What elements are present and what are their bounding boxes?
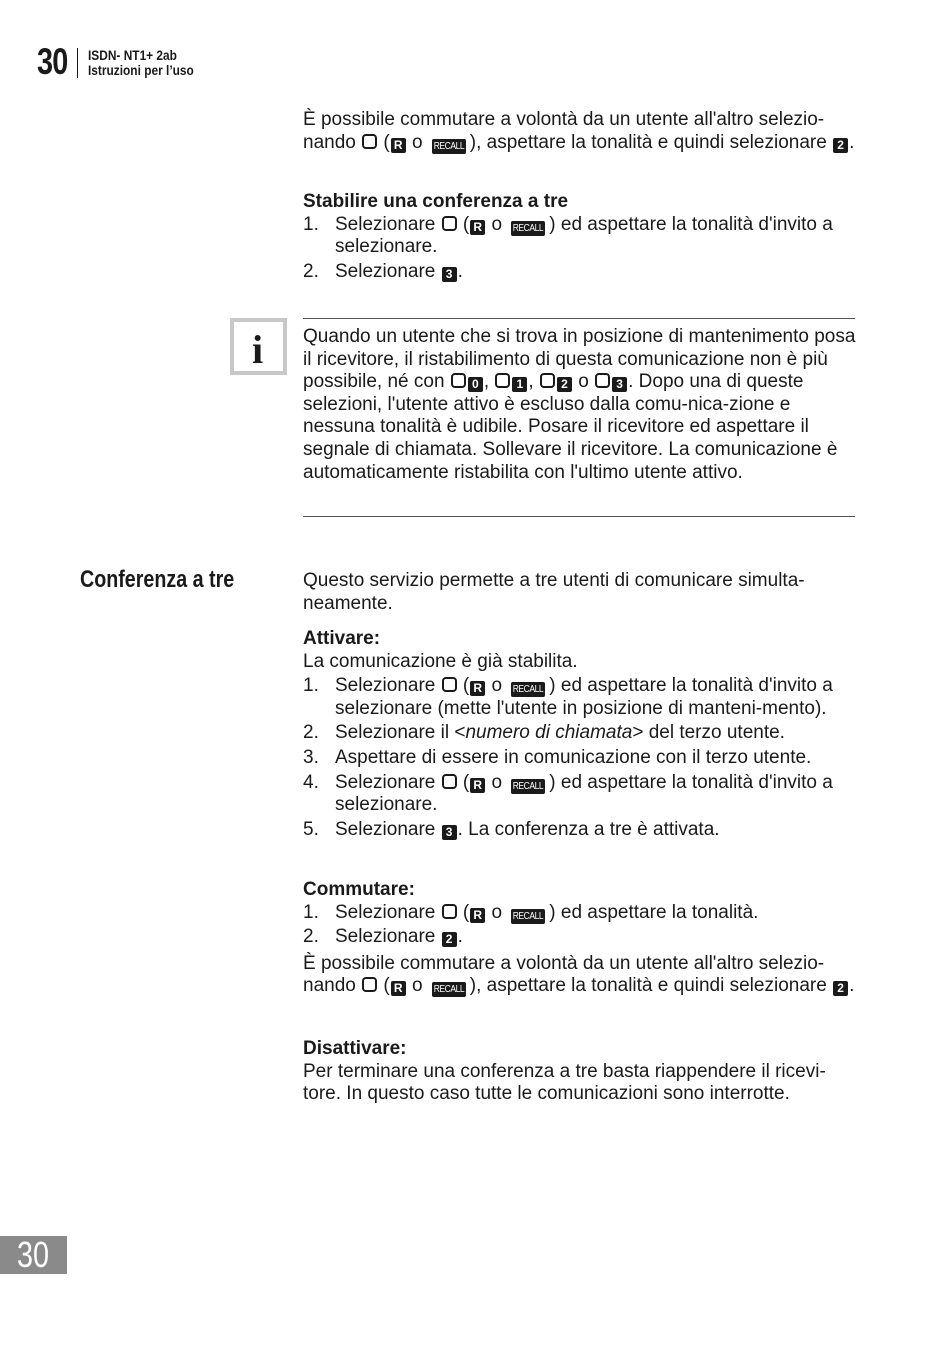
- key-2-icon: 2: [833, 981, 848, 996]
- section-title: Conferenza a tre: [80, 566, 235, 593]
- list-item: 1. Selezionare ( R o RECALL ) ed aspettare la tonalità.: [303, 901, 759, 923]
- list-item: 4. Selezionare ( R o RECALL ) ed aspettare la tonalità d'invito a selezionare.: [303, 771, 833, 816]
- conference-setup-steps: [303, 214, 856, 284]
- flash-key-icon: [442, 216, 457, 231]
- step-text: Selezionare: [335, 771, 436, 793]
- step-number: 2.: [303, 926, 319, 948]
- step-text-end: > del terzo utente.: [632, 722, 785, 744]
- key-0-icon: 0: [468, 377, 483, 392]
- step-or: o: [491, 213, 503, 235]
- step-number: 1.: [303, 675, 319, 697]
- switch-heading: Commutare:: [303, 879, 415, 900]
- intro-block: [303, 109, 856, 154]
- step-text-end: ) ed aspettare la tonalità d'invito a selezionare.: [335, 213, 833, 258]
- flash-key-icon: [442, 904, 457, 919]
- header-divider: [77, 48, 78, 78]
- step-or: o: [491, 675, 503, 697]
- intro-paragraph: È possibile commutare a volontà da un utente all'altro selezio-nando ( R o RECALL ), aspettare la tonalità e quindi selezionare 2 .: [303, 109, 855, 153]
- step-text: Selezionare: [335, 926, 436, 948]
- key-3-icon: 3: [442, 825, 457, 840]
- step-number: 1.: [303, 901, 319, 923]
- section-intro: Questo servizio permette a tre utenti di comunicare simulta-neamente.: [303, 570, 805, 614]
- switch-period: .: [849, 975, 855, 997]
- intro-or: o: [412, 131, 423, 153]
- intro-text-end: ), aspettare la tonalità e quindi selezionare: [469, 131, 827, 153]
- recall-key-icon: RECALL: [433, 140, 465, 152]
- note-bottom-rule: [303, 516, 855, 517]
- step-text: Selezionare: [335, 675, 436, 697]
- flash-key-icon: [495, 373, 510, 388]
- note-comma: ,: [528, 371, 534, 393]
- r-key-icon: R: [470, 908, 485, 923]
- note-text: Quando un utente che si trova in posizione di mantenimento posa il ricevitore, il ristabilimento di questa comunicazione non è più possibile, né con: [303, 326, 856, 393]
- step-number: 2.: [303, 722, 319, 744]
- flash-key-icon: [442, 774, 457, 789]
- intro-period: .: [849, 131, 855, 153]
- conference-setup-heading: Stabilire una conferenza a tre: [303, 191, 569, 212]
- step-text-end: ) ed aspettare la tonalità d'invito a selezionare (mette l'utente in posizione di manteni-mento).: [335, 675, 833, 719]
- conference-setup-block: [303, 191, 856, 283]
- deactivate-block: [303, 1038, 856, 1106]
- r-key-icon: R: [470, 220, 485, 235]
- recall-key-icon: RECALL: [513, 910, 544, 922]
- footer-page-number: [0, 1236, 67, 1274]
- list-item: [303, 926, 856, 949]
- step-text: Selezionare: [335, 260, 436, 282]
- note-or: o: [578, 371, 589, 393]
- step-text: Selezionare il <: [335, 722, 466, 744]
- step-number: 3.: [303, 746, 319, 768]
- step-text-end: . La conferenza a tre è attivata.: [457, 818, 720, 840]
- activate-heading: Attivare:: [303, 628, 381, 649]
- flash-key-icon: [451, 373, 466, 388]
- step-number: 2.: [303, 260, 319, 282]
- list-item: [303, 722, 856, 745]
- intro-text: È possibile commutare a volontà da un utente all'altro selezio-nando: [303, 109, 825, 153]
- note-top-rule: [303, 318, 855, 319]
- key-1-icon: 1: [512, 377, 527, 392]
- step-text: Selezionare: [335, 213, 436, 235]
- key-3-icon: 3: [612, 377, 627, 392]
- key-3-icon: 3: [442, 267, 457, 282]
- section-intro-block: [303, 570, 856, 615]
- list-item: 1. Selezionare ( R o RECALL ) ed aspettare la tonalità d'invito a selezionare (mette l'utente in posizione di manteni-mento).: [303, 675, 833, 719]
- switch-or: o: [412, 975, 423, 997]
- flash-key-icon: [540, 373, 555, 388]
- switch-steps: [303, 902, 856, 949]
- recall-key-icon: RECALL: [513, 780, 544, 792]
- step-number: 1.: [303, 213, 319, 235]
- switch-text-end: ), aspettare la tonalità e quindi selezionare: [469, 975, 827, 997]
- r-key-icon: R: [391, 138, 406, 153]
- info-box: [230, 318, 287, 375]
- step-number: 5.: [303, 818, 319, 840]
- step-text: Selezionare: [335, 818, 436, 840]
- flash-key-icon: [595, 373, 610, 388]
- step-period: .: [457, 260, 463, 282]
- step-text: Aspettare di essere in comunicazione con il terzo utente.: [335, 746, 812, 768]
- switch-block: [303, 879, 856, 998]
- recall-key-icon: RECALL: [513, 684, 544, 696]
- r-key-icon: R: [470, 681, 485, 696]
- step-text-end: ) ed aspettare la tonalità d'invito a selezionare.: [335, 771, 833, 816]
- key-2-icon: 2: [833, 138, 848, 153]
- switch-text: È possibile commutare a volontà da un utente all'altro selezio-nando: [303, 952, 825, 997]
- r-key-icon: R: [470, 778, 485, 793]
- deactivate-heading: Disattivare:: [303, 1038, 407, 1059]
- header-line-1: ISDN- NT1+ 2ab: [88, 47, 177, 63]
- note-text-end: . Dopo una di queste selezioni, l'utente attivo è escluso dalla comu-nica-zione e nessuna tonalità è udibile. Posare il ricevitore ed aspettare il segnale di chiamata. Sollevare il ricevitore. La comunicazione è automaticamente ristabilita con l'ultimo utente attivo.: [303, 371, 838, 483]
- deactivate-text: Per terminare una conferenza a tre basta riappendere il ricevi-tore. In questo caso tutte le comunicazioni sono interrotte.: [303, 1060, 826, 1105]
- header-title: [88, 48, 194, 78]
- note-paragraph: [303, 326, 856, 484]
- activate-steps: [303, 675, 856, 841]
- recall-key-icon: RECALL: [433, 984, 465, 996]
- step-period: .: [457, 926, 463, 948]
- switch-paragraph: È possibile commutare a volontà da un utente all'altro selezio-nando ( R o RECALL ), aspettare la tonalità e quindi selezionare 2 .: [303, 952, 855, 997]
- key-2-icon: 2: [557, 377, 572, 392]
- activate-block: [303, 628, 856, 841]
- step-text: Selezionare: [335, 901, 436, 923]
- step-placeholder: numero di chiamata: [465, 722, 633, 744]
- list-item: [303, 261, 856, 284]
- step-number: 4.: [303, 771, 319, 793]
- note-block: [303, 326, 856, 484]
- key-2-icon: 2: [442, 932, 457, 947]
- step-text-end: ) ed aspettare la tonalità.: [549, 901, 759, 923]
- info-icon: i: [252, 327, 264, 372]
- step-or: o: [491, 771, 503, 793]
- flash-key-icon: [362, 134, 377, 149]
- header-page-number: 30: [37, 41, 68, 82]
- flash-key-icon: [362, 977, 377, 992]
- recall-key-icon: RECALL: [513, 222, 544, 234]
- list-item: [303, 819, 856, 842]
- activate-intro: La comunicazione è già stabilita.: [303, 650, 578, 672]
- header-line-2: Istruzioni per l’uso: [88, 62, 194, 78]
- footer-page-number-text: 30: [17, 1234, 50, 1275]
- step-or: o: [491, 901, 503, 923]
- flash-key-icon: [442, 677, 457, 692]
- note-comma: ,: [483, 371, 490, 393]
- list-item: 1. Selezionare ( R o RECALL ) ed aspettare la tonalità d'invito a selezionare.: [303, 213, 833, 258]
- r-key-icon: R: [391, 981, 406, 996]
- list-item: [303, 747, 856, 770]
